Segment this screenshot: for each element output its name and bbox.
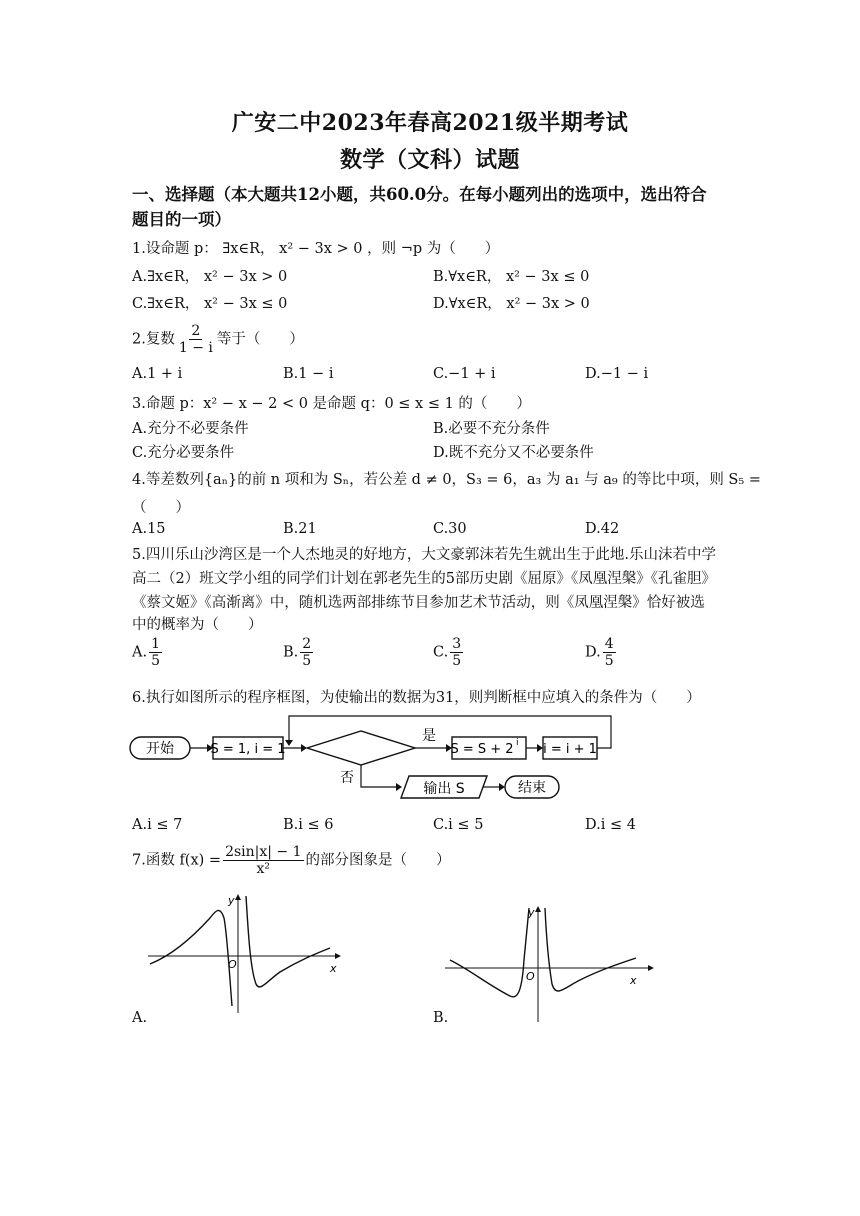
graph-b [440,900,660,1025]
q5-a-label: A. [132,644,148,661]
flow-end-label: 结束 [518,780,546,796]
question-1-stem: 1.设命题 p： ∃x∈R， x² − 3x > 0 ，则 ¬p 为（ ） [132,241,500,257]
q6-option-d[interactable]: D.i ≤ 4 [585,817,636,833]
graph-a-origin-label: O [228,958,237,971]
q5-d-label: D. [585,644,601,661]
q7-option-a[interactable]: A. [132,1010,148,1026]
q5-b-den: 5 [302,653,312,670]
q1-option-b[interactable]: B.∀x∈R， x² − 3x ≤ 0 [433,269,590,285]
q5-b-label: B. [283,644,299,661]
q7-frac-numerator: 2sin|x| − 1 [225,844,302,860]
question-5-stem-l3: 《蔡文姬》《高渐离》中，随机选两部排练节目参加艺术节活动，则《凤凰涅槃》恰好被选 [132,595,705,611]
flow-arrowhead-no [396,783,402,791]
exam-title: 广安二中2023年春高2021级半期考试 [231,110,629,136]
q7-fraction [223,844,303,877]
q2-frac-numerator: 2 [191,323,201,339]
flow-start-label: 开始 [146,741,174,757]
q1-option-d[interactable]: D.∀x∈R， x² − 3x > 0 [433,296,590,312]
q2-fraction [177,323,215,356]
flow-decision [307,731,415,765]
q2-option-d[interactable]: D.−1 − i [585,366,649,382]
flow-init-label: S = 1, i = 1 [210,742,286,757]
q3-option-c[interactable]: C.充分必要条件 [132,445,235,461]
q5-a-den: 5 [151,653,161,670]
q2-option-a[interactable]: A.1 + i [132,366,183,382]
flow-arrow-no [361,765,396,787]
question-2-stem [132,323,304,356]
q5-d-num: 4 [604,636,614,652]
flow-arrowhead-out [499,783,505,791]
graph-b-y-label: y [528,906,535,919]
graph-a-right-curve [246,896,330,987]
q3-option-d[interactable]: D.既不充分又不必要条件 [433,445,594,461]
question-4-stem-cont: （ ） [132,500,190,516]
q2-frac-denominator: 1 − i [178,340,213,357]
q3-option-b[interactable]: B.必要不充分条件 [433,421,550,437]
q7-stem-suffix: 的部分图象是（ ） [305,852,451,869]
question-5-stem-l4: 中的概率为（ ） [132,617,263,633]
graph-a-x-arrow [335,953,341,959]
q6-option-b[interactable]: B.i ≤ 6 [283,817,334,833]
question-5-stem-l2: 高二（2）班文学小组的同学们计划在郭老先生的5部历史剧《屈原》《凤凰涅槃》《孔雀胆》 [132,571,716,587]
question-6-stem: 6.执行如图所示的程序框图，为使输出的数据为31，则判断框中应填入的条件为（ ） [132,690,701,706]
q4-option-c[interactable]: C.30 [433,521,467,537]
q5-c-den: 5 [452,653,462,670]
graph-a [140,888,350,1018]
q1-option-a[interactable]: A.∃x∈R， x² − 3x > 0 [132,269,288,285]
graph-b-y-arrow [535,906,541,912]
question-7-stem [132,844,451,877]
q5-a-num: 1 [151,636,161,652]
graph-a-y-arrow [235,894,241,900]
q5-d-den: 5 [604,653,614,670]
exam-subtitle: 数学（文科）试题 [339,147,520,173]
question-5-stem: 5.四川乐山沙湾区是一个人杰地灵的好地方，大文豪郭沫若先生就出生于此地.乐山沫若中学 [132,547,716,563]
question-4-stem: 4.等差数列{aₙ}的前 n 项和为 Sₙ，若公差 d ≠ 0，S₃ = 6，a₃ 为 a₁ 与 a₉ 的等比中项，则 S₅ = [132,472,761,488]
q4-option-a[interactable]: A.15 [132,521,166,537]
q7-frac-denominator: x² [256,861,271,878]
section-heading: 一、选择题（本大题共12小题，共60.0分。在每小题列出的选项中，选出符合 [132,185,707,204]
q5-c-label: C. [433,644,449,661]
q5-c-num: 3 [452,636,462,652]
flow-loop-arrowhead [285,740,293,746]
q6-option-c[interactable]: C.i ≤ 5 [433,817,484,833]
graph-a-y-label: y [228,894,235,907]
graph-b-right-curve [545,908,636,991]
q5-option-d[interactable] [585,636,618,669]
flow-no-label: 否 [340,770,354,786]
q3-option-a[interactable]: A.充分不必要条件 [132,421,249,437]
q7-stem-prefix: 7.函数 f(x) = [132,852,222,869]
q7-option-b[interactable]: B. [433,1010,449,1026]
q2-option-c[interactable]: C.−1 + i [433,366,496,382]
q4-option-b[interactable]: B.21 [283,521,317,537]
q4-option-d[interactable]: D.42 [585,521,620,537]
q6-option-a[interactable]: A.i ≤ 7 [132,817,183,833]
graph-b-left-curve [450,908,529,997]
q2-option-b[interactable]: B.1 − i [283,366,334,382]
question-3-stem: 3.命题 p：x² − x − 2 < 0 是命题 q：0 ≤ x ≤ 1 的（ ） [132,396,531,412]
graph-b-x-arrow [648,965,654,971]
q5-option-a[interactable] [132,636,164,669]
graph-a-left-curve [150,910,232,1006]
graph-a-x-label: x [330,962,337,975]
flow-output-label: 输出 S [423,781,465,797]
graph-b-origin-label: O [526,970,535,983]
q2-stem-prefix: 2.复数 [132,331,175,348]
q5-option-b[interactable] [283,636,315,669]
flow-update-i-label: i = i + 1 [543,742,597,757]
q5-b-num: 2 [302,636,312,652]
flow-yes-label: 是 [422,728,436,744]
graph-b-x-label: x [630,974,637,987]
flowchart [125,710,625,806]
q5-option-c[interactable] [433,636,465,669]
flow-update-s-sup: i [516,738,519,748]
section-heading-cont: 题目的一项） [132,210,231,229]
q2-stem-suffix: 等于（ ） [216,331,304,348]
q1-option-c[interactable]: C.∃x∈R， x² − 3x ≤ 0 [132,296,288,312]
flow-arrowhead-3 [537,744,543,752]
flow-update-s-label: S = S + 2 [450,742,514,757]
